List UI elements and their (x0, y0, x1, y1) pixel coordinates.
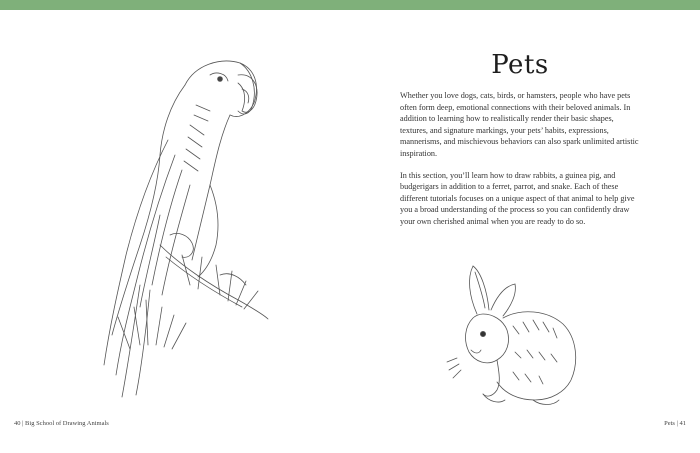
intro-paragraph-2: In this section, you’ll learn how to draw rabbits, a guinea pig, and budgerigars in addition to a ferret, parrot, and snake. Each of these different tutorials focuses on a unique aspect of that animal to help give you a broad understanding of the process so you can confidently draw your own cherished animal when you are ready to do so. (400, 170, 635, 226)
rabbit-illustration (443, 262, 583, 412)
parrot-illustration (70, 45, 270, 400)
page-title: Pets (491, 50, 549, 80)
folio-left: 40 | Big School of Drawing Animals (14, 420, 109, 427)
intro-paragraph-1: Whether you love dogs, cats, birds, or hamsters, people who have pets often form deep, emotional connections with their beloved animals. In addition to learning how to realistically render their basic shapes, textures, and signature markings, your pets’ habits, expressions, mannerisms, and mischievous behaviors can also spark unlimited artistic inspiration. (400, 91, 639, 158)
top-accent-band (0, 0, 700, 10)
intro-text (400, 90, 640, 238)
folio-right: Pets | 41 (664, 420, 686, 427)
